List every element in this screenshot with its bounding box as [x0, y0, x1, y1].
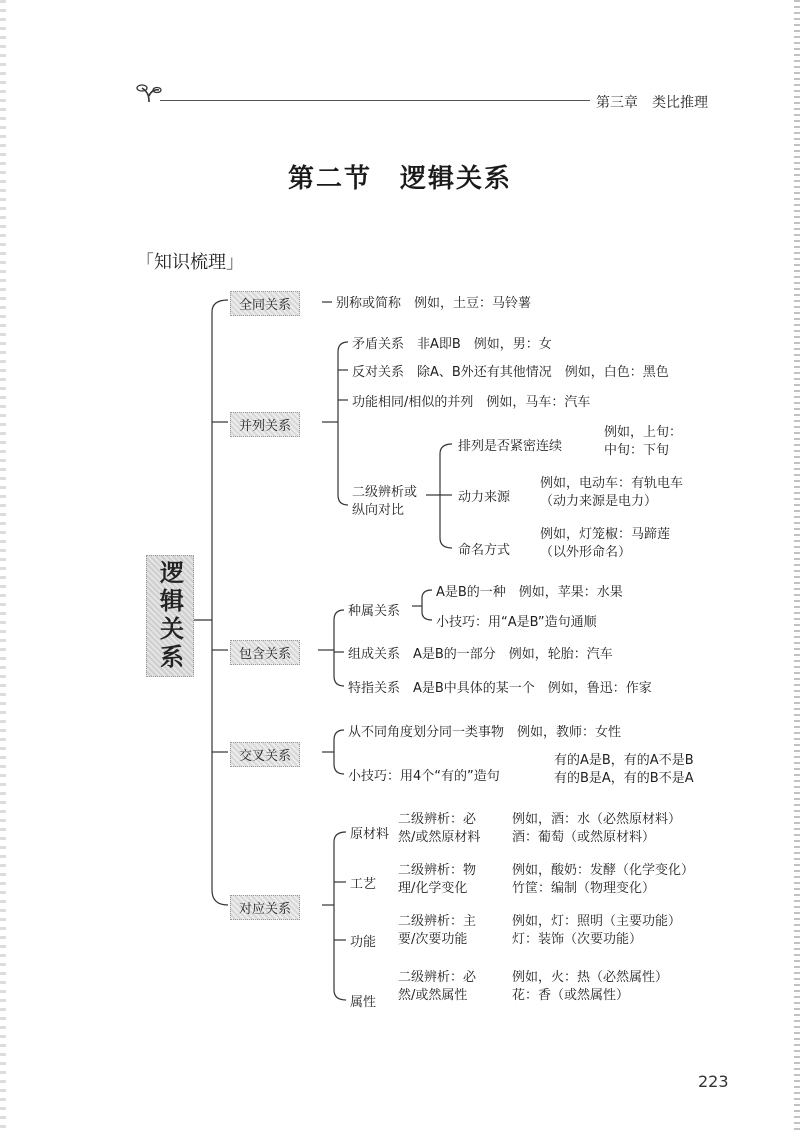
parallel-sub-label: 命名方式 [458, 543, 511, 558]
correspond-analysis: 二级辨析：必 然/或然原材料 [398, 812, 481, 845]
correspond-example: 例如，酒：水（必然原材料） 酒：葡萄（或然原材料） [512, 812, 682, 845]
section-label: 「知识梳理」 [136, 252, 244, 273]
species-sub: 小技巧：用“A是B”造句通顺 [436, 615, 597, 630]
parallel-item: 反对关系 除A、B外还有其他情况 例如，白色：黑色 [352, 365, 669, 380]
parallel-sub-label: 动力来源 [458, 490, 511, 505]
identity-text: 别称或简称 例如，土豆：马铃薯 [336, 296, 532, 311]
category-correspond: 对应关系 [230, 895, 300, 920]
parallel-sub-label: 排列是否紧密连续 [458, 439, 563, 454]
correspond-group-label: 属性 [350, 995, 377, 1010]
correspond-analysis: 二级辨析：主 要/次要功能 [398, 914, 477, 947]
cross-item: 小技巧：用4个“有的”造句 [348, 769, 500, 784]
correspond-group-label: 工艺 [350, 877, 377, 892]
correspond-analysis: 二级辨析：必 然/或然属性 [398, 970, 477, 1003]
correspond-example: 例如，火：热（必然属性） 花：香（或然属性） [512, 970, 669, 1003]
category-parallel: 并列关系 [230, 412, 300, 437]
category-inclusion: 包含关系 [230, 640, 300, 665]
correspond-group-label: 功能 [350, 935, 377, 950]
inclusion-species: 种属关系 [348, 604, 401, 619]
cross-note: 有的A是B，有的A不是B 有的B是A，有的B不是A [554, 753, 694, 786]
correspond-analysis: 二级辨析：物 理/化学变化 [398, 863, 477, 896]
parallel-item: 功能相同/相似的并列 例如，马车：汽车 [352, 395, 591, 410]
correspond-group-label: 原材料 [350, 827, 390, 842]
cross-item: 从不同角度划分同一类事物 例如，教师：女性 [348, 725, 622, 740]
page-title: 第二节 逻辑关系 [287, 164, 512, 194]
species-sub: A是B的一种 例如，苹果：水果 [436, 585, 623, 600]
category-cross: 交叉关系 [230, 742, 300, 767]
inclusion-item: 组成关系 A是B的一部分 例如，轮胎：汽车 [348, 647, 613, 662]
inclusion-item: 特指关系 A是B中具体的某一个 例如，鲁迅：作家 [348, 681, 652, 696]
parallel-sub-example: 例如，电动车：有轨电车 （动力来源是电力） [540, 476, 684, 509]
correspond-example: 例如，灯：照明（主要功能） 灯：装饰（次要功能） [512, 914, 682, 947]
root-logic-relation: 逻辑关系 [146, 555, 194, 677]
parallel-secondary: 二级辨析或 纵向对比 [352, 485, 418, 518]
page-number: 223 [698, 1072, 729, 1091]
chapter-header: 第三章 类比推理 [596, 95, 708, 111]
parallel-item: 矛盾关系 非A即B 例如，男：女 [352, 337, 552, 352]
correspond-example: 例如，酸奶：发酵（化学变化） 竹筐：编制（物理变化） [512, 863, 695, 896]
category-identity: 全同关系 [230, 291, 300, 316]
parallel-sub-example: 例如，灯笼椒：马蹄莲 （以外形命名） [540, 527, 671, 560]
parallel-sub-example: 例如，上旬： 中旬：下旬 [604, 425, 683, 458]
